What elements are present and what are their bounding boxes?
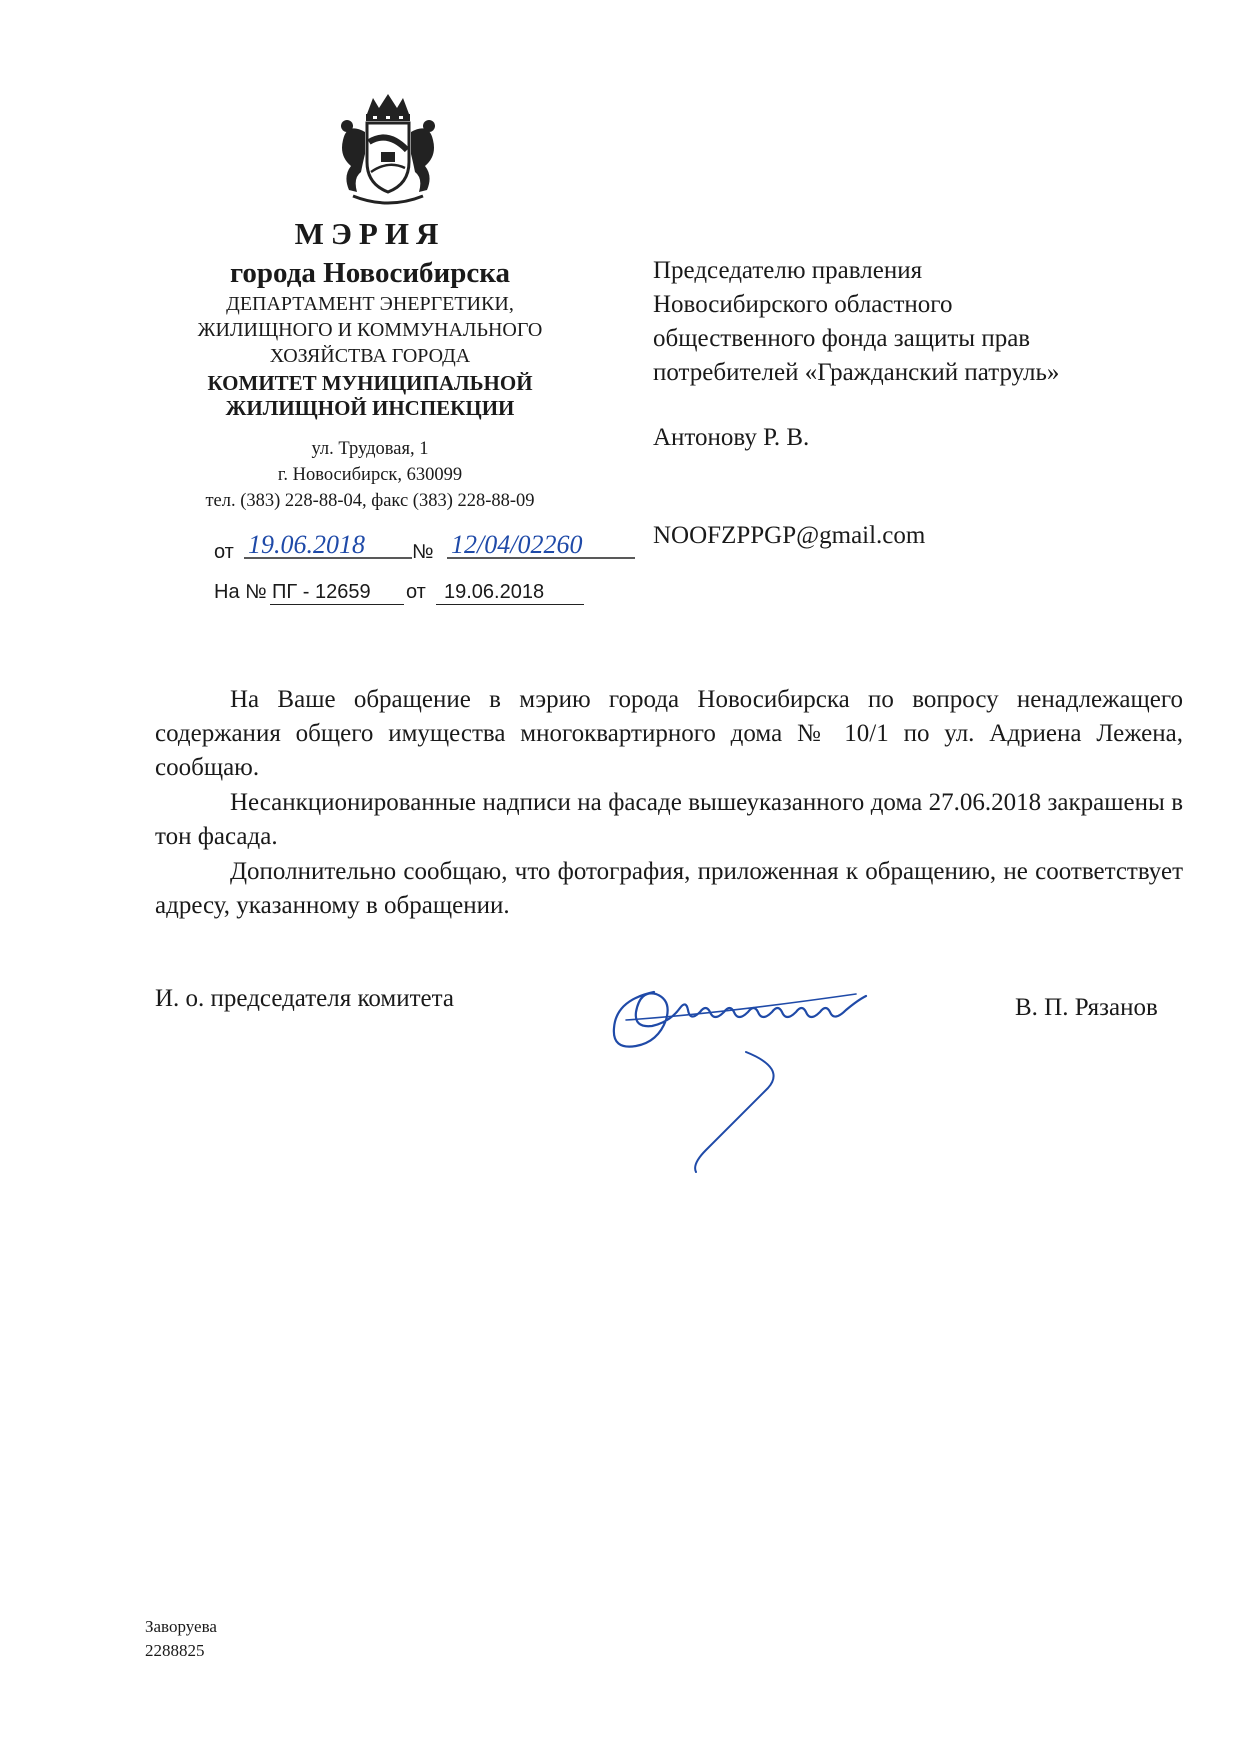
executor-name: Заворуева [145, 1617, 217, 1636]
department-line: ХОЗЯЙСТВА ГОРОДА [269, 345, 471, 367]
recipient-email: NOOFZPPGP@gmail.com [653, 522, 926, 549]
outgoing-number-handwritten [447, 529, 635, 563]
incoming-date: 19.06.2018 [436, 581, 584, 605]
address-line: г. Новосибирск, 630099 [277, 465, 463, 485]
address-line: ул. Трудовая, 1 [311, 439, 429, 459]
recipient-name: Антонову Р. В. [653, 424, 810, 451]
city-coat-of-arms-icon [333, 92, 443, 210]
department-line: ЖИЛИЩНОГО И КОММУНАЛЬНОГО [197, 319, 543, 341]
letter-body [155, 683, 1183, 924]
department-line: ДЕПАРТАМЕНТ ЭНЕРГЕТИКИ, [226, 293, 514, 315]
svg-text:19.06.2018: 19.06.2018 [248, 530, 365, 559]
body-paragraph: Несанкционированные надписи на фасаде вышеуказанного дома 27.06.2018 закрашены в тон фасада. [155, 789, 1183, 850]
incoming-number-label: На № [214, 581, 267, 603]
svg-text:12/04/02260: 12/04/02260 [451, 530, 583, 559]
incoming-number: ПГ - 12659 [270, 581, 404, 605]
org-city: города Новосибирска [229, 257, 511, 289]
recipient-line: потребителей «Гражданский патруль» [653, 359, 1060, 386]
executor-phone: 2288825 [145, 1641, 205, 1660]
incoming-date-label: от [406, 581, 426, 603]
outgoing-number-label: № [412, 541, 434, 563]
signer-name: В. П. Рязанов [1015, 994, 1158, 1021]
recipient-line: общественного фонда защиты прав [653, 325, 1031, 352]
outgoing-date-label: от [214, 541, 234, 563]
recipient-line: Председателю правления [653, 257, 923, 284]
body-paragraph: На Ваше обращение в мэрию города Новосибирска по вопросу ненадлежащего содержания общего имущества многоквартирного дома № 10/1 по ул. Адриена Лежена, сообщаю. [155, 686, 1183, 781]
handwritten-signature [596, 950, 956, 1180]
outgoing-date-handwritten [244, 529, 412, 563]
committee-line: ЖИЛИЩНОЙ ИНСПЕКЦИИ [225, 396, 515, 420]
org-title: МЭРИЯ [294, 216, 446, 251]
recipient-line: Новосибирского областного [653, 291, 953, 318]
address-line: тел. (383) 228-88-04, факс (383) 228-88-09 [205, 491, 535, 511]
body-paragraph: Дополнительно сообщаю, что фотография, приложенная к обращению, не соответствует адресу, указанному в обращении. [155, 858, 1183, 919]
committee-line: КОМИТЕТ МУНИЦИПАЛЬНОЙ [207, 371, 533, 395]
signer-title: И. о. председателя комитета [155, 985, 454, 1012]
